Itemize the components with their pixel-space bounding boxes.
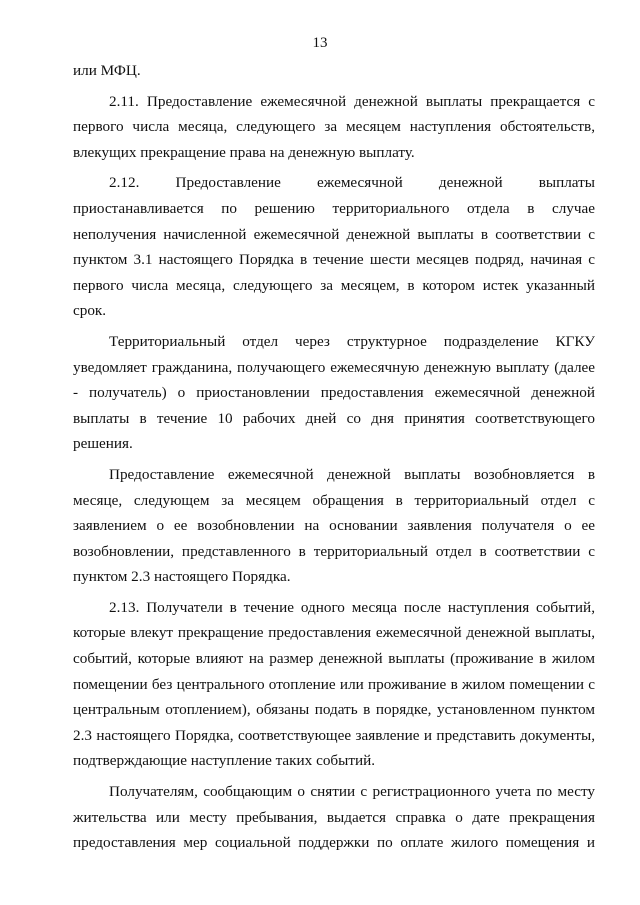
paragraph-suspension-notice: Территориальный отдел через структурное подразделение КГКУ уведомляет гражданина, получающего ежемесячную денежную выплату (далее - получатель) о приостановлении предоставления ежемесячной денежной выплаты в течение 10 рабочих дней со дня принятия соответствующего решения. — [73, 332, 595, 453]
document-body — [73, 58, 595, 861]
paragraph-resumption: Предоставление ежемесячной денежной выплаты возобновляется в месяце, следующем за месяцем обращения в территориальный отдел с заявлением о ее возобновлении на основании заявления получателя о ее возобновлении, представленного в территориальный отдел в соответствии с пунктом 2.3 настоящего Порядка. — [73, 465, 595, 586]
paragraph-deregistration: Получателям, сообщающим о снятии с регистрационного учета по месту жительства или месту пребывания, выдается справка о дате прекращения предоставления мер социальной поддержки по оплате жилого помещения и — [73, 783, 595, 852]
paragraph-2-13: 2.13. Получатели в течение одного месяца после наступления событий, которые влекут прекращение предоставления ежемесячной денежной выплаты, событий, которые влияют на размер денежной выплаты (проживание в жилом помещении без центрального отопление или проживание в жилом помещении с центральным отоплением), обязаны подать в порядке, установленном пунктом 2.3 настоящего Порядка, соответствующее заявление и представить документы, подтверждающие наступление таких событий. — [73, 598, 595, 770]
paragraph-2-11: 2.11. Предоставление ежемесячной денежной выплаты прекращается с первого числа месяца, следующего за месяцем наступления обстоятельств, влекущих прекращение права на денежную выплату. — [73, 92, 595, 161]
paragraph-continuation: или МФЦ. — [73, 62, 141, 79]
paragraph-2-12: 2.12. Предоставление ежемесячной денежной выплаты приостанавливается по решению территориального отдела в случае неполучения начисленной ежемесячной денежной выплаты в соответствии с пунктом 3.1 настоящего Порядка в течение шести месяцев подряд, начиная с первого числа месяца, следующего за месяцем, в котором истек указанный срок. — [73, 174, 595, 320]
page-number: 13 — [312, 35, 328, 51]
